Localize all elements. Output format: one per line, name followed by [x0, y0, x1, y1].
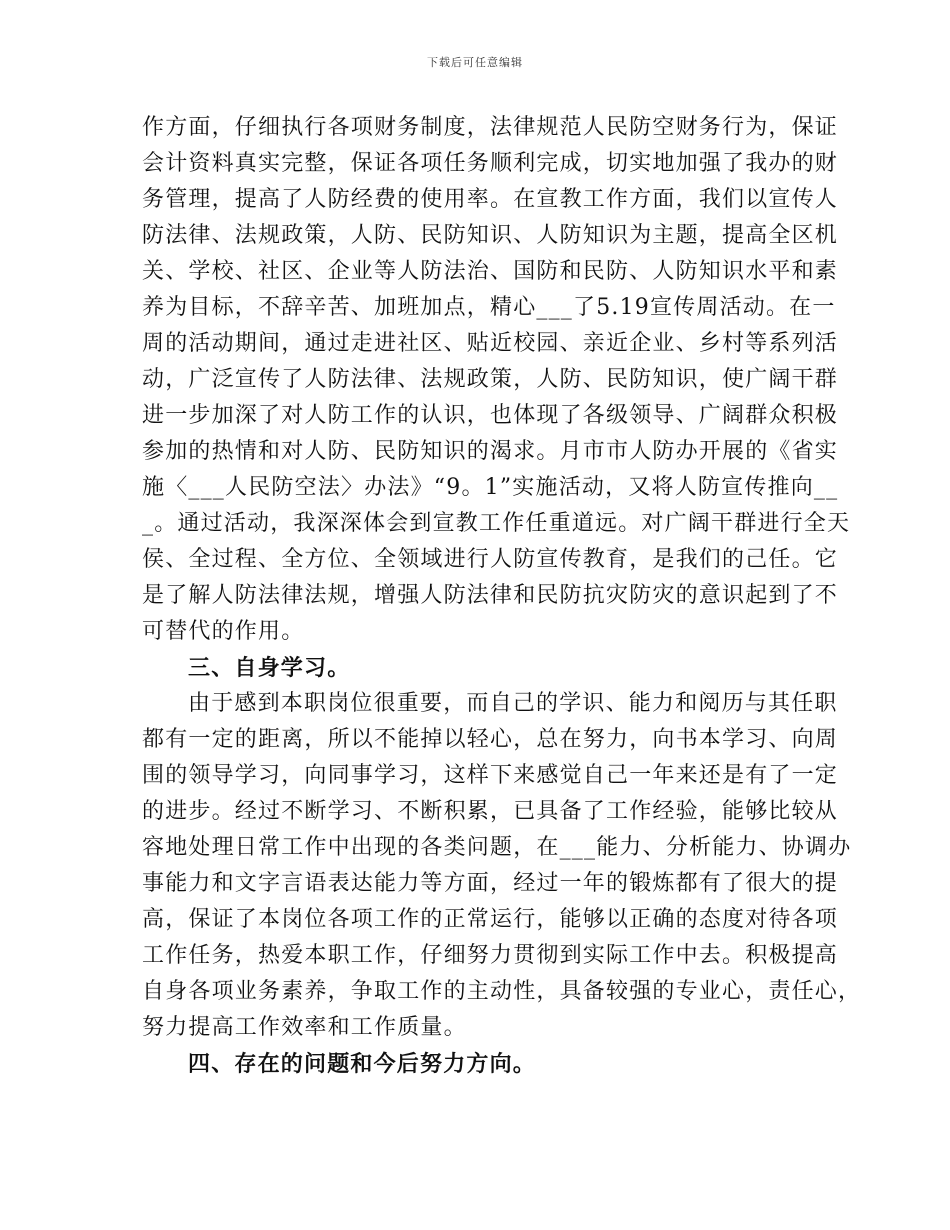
text-line: 事能力和文字言语表达能力等方面，经过一年的锻炼都有了很大的提	[142, 871, 839, 896]
text-line: 养为目标，不辞辛苦、加班加点，精心___了5.19宣传周活动。在一	[142, 295, 836, 320]
text-line: 可替代的作用。	[142, 619, 305, 644]
text-line: 由于感到本职岗位很重要，而自己的学识、能力和阅历与其任职	[188, 691, 838, 716]
text-line: 动，广泛宣传了人防法律、法规政策，人防、民防知识，使广阔干群	[142, 367, 839, 392]
text-line: 侯、全过程、全方位、全领域进行人防宣传教育，是我们的己任。它	[142, 547, 839, 572]
text-line: 作方面，仔细执行各项财务制度，法律规范人民防空财务行为，保证	[142, 115, 839, 140]
section-heading: 四、存在的问题和今后努力方向。	[188, 1051, 537, 1077]
text-line: 会计资料真实完整，保证各项任务顺利完成，切实地加强了我办的财	[142, 151, 839, 176]
text-line: 务管理，提高了人防经费的使用率。在宣教工作方面，我们以宣传人	[142, 187, 839, 212]
page-header: 下载后可任意编辑	[427, 56, 523, 69]
text-line: 进一步加深了对人防工作的认识，也体现了各级领导、广阔群众积极	[142, 403, 839, 428]
text-line: 参加的热情和对人防、民防知识的渴求。月市市人防办开展的《省实	[142, 439, 839, 464]
section-heading: 三、自身学习。	[188, 655, 351, 681]
text-line: 努力提高工作效率和工作质量。	[142, 1015, 467, 1040]
text-line: 容地处理日常工作中出现的各类问题，在___能力、分析能力、协调办	[142, 835, 852, 860]
text-line: 防法律、法规政策，人防、民防知识、人防知识为主题，提高全区机	[142, 223, 839, 248]
text-line: 施〈___人民防空法〉办法》“9。1”实施活动，又将人防宣传推向__	[142, 475, 839, 500]
document-body	[142, 110, 862, 1082]
text-line: 都有一定的距离，所以不能掉以轻心，总在努力，向书本学习、向周	[142, 727, 839, 752]
text-line: 工作任务，热爱本职工作，仔细努力贯彻到实际工作中去。积极提高	[142, 943, 839, 968]
text-line: 周的活动期间，通过走进社区、贴近校园、亲近企业、乡村等系列活	[142, 331, 839, 356]
text-line: 高，保证了本岗位各项工作的正常运行，能够以正确的态度对待各项	[142, 907, 839, 932]
text-line: _。通过活动，我深深体会到宣教工作任重道远。对广阔干群进行全天	[142, 511, 851, 536]
text-line: 自身各项业务素养，争取工作的主动性，具备较强的专业心，责任心，	[142, 979, 862, 1004]
text-line: 围的领导学习，向同事学习，这样下来感觉自己一年来还是有了一定	[142, 763, 839, 788]
text-line: 是了解人防法律法规，增强人防法律和民防抗灾防灾的意识起到了不	[142, 583, 839, 608]
text-line: 的进步。经过不断学习、不断积累，已具备了工作经验，能够比较从	[142, 799, 839, 824]
text-line: 关、学校、社区、企业等人防法治、国防和民防、人防知识水平和素	[142, 259, 839, 284]
